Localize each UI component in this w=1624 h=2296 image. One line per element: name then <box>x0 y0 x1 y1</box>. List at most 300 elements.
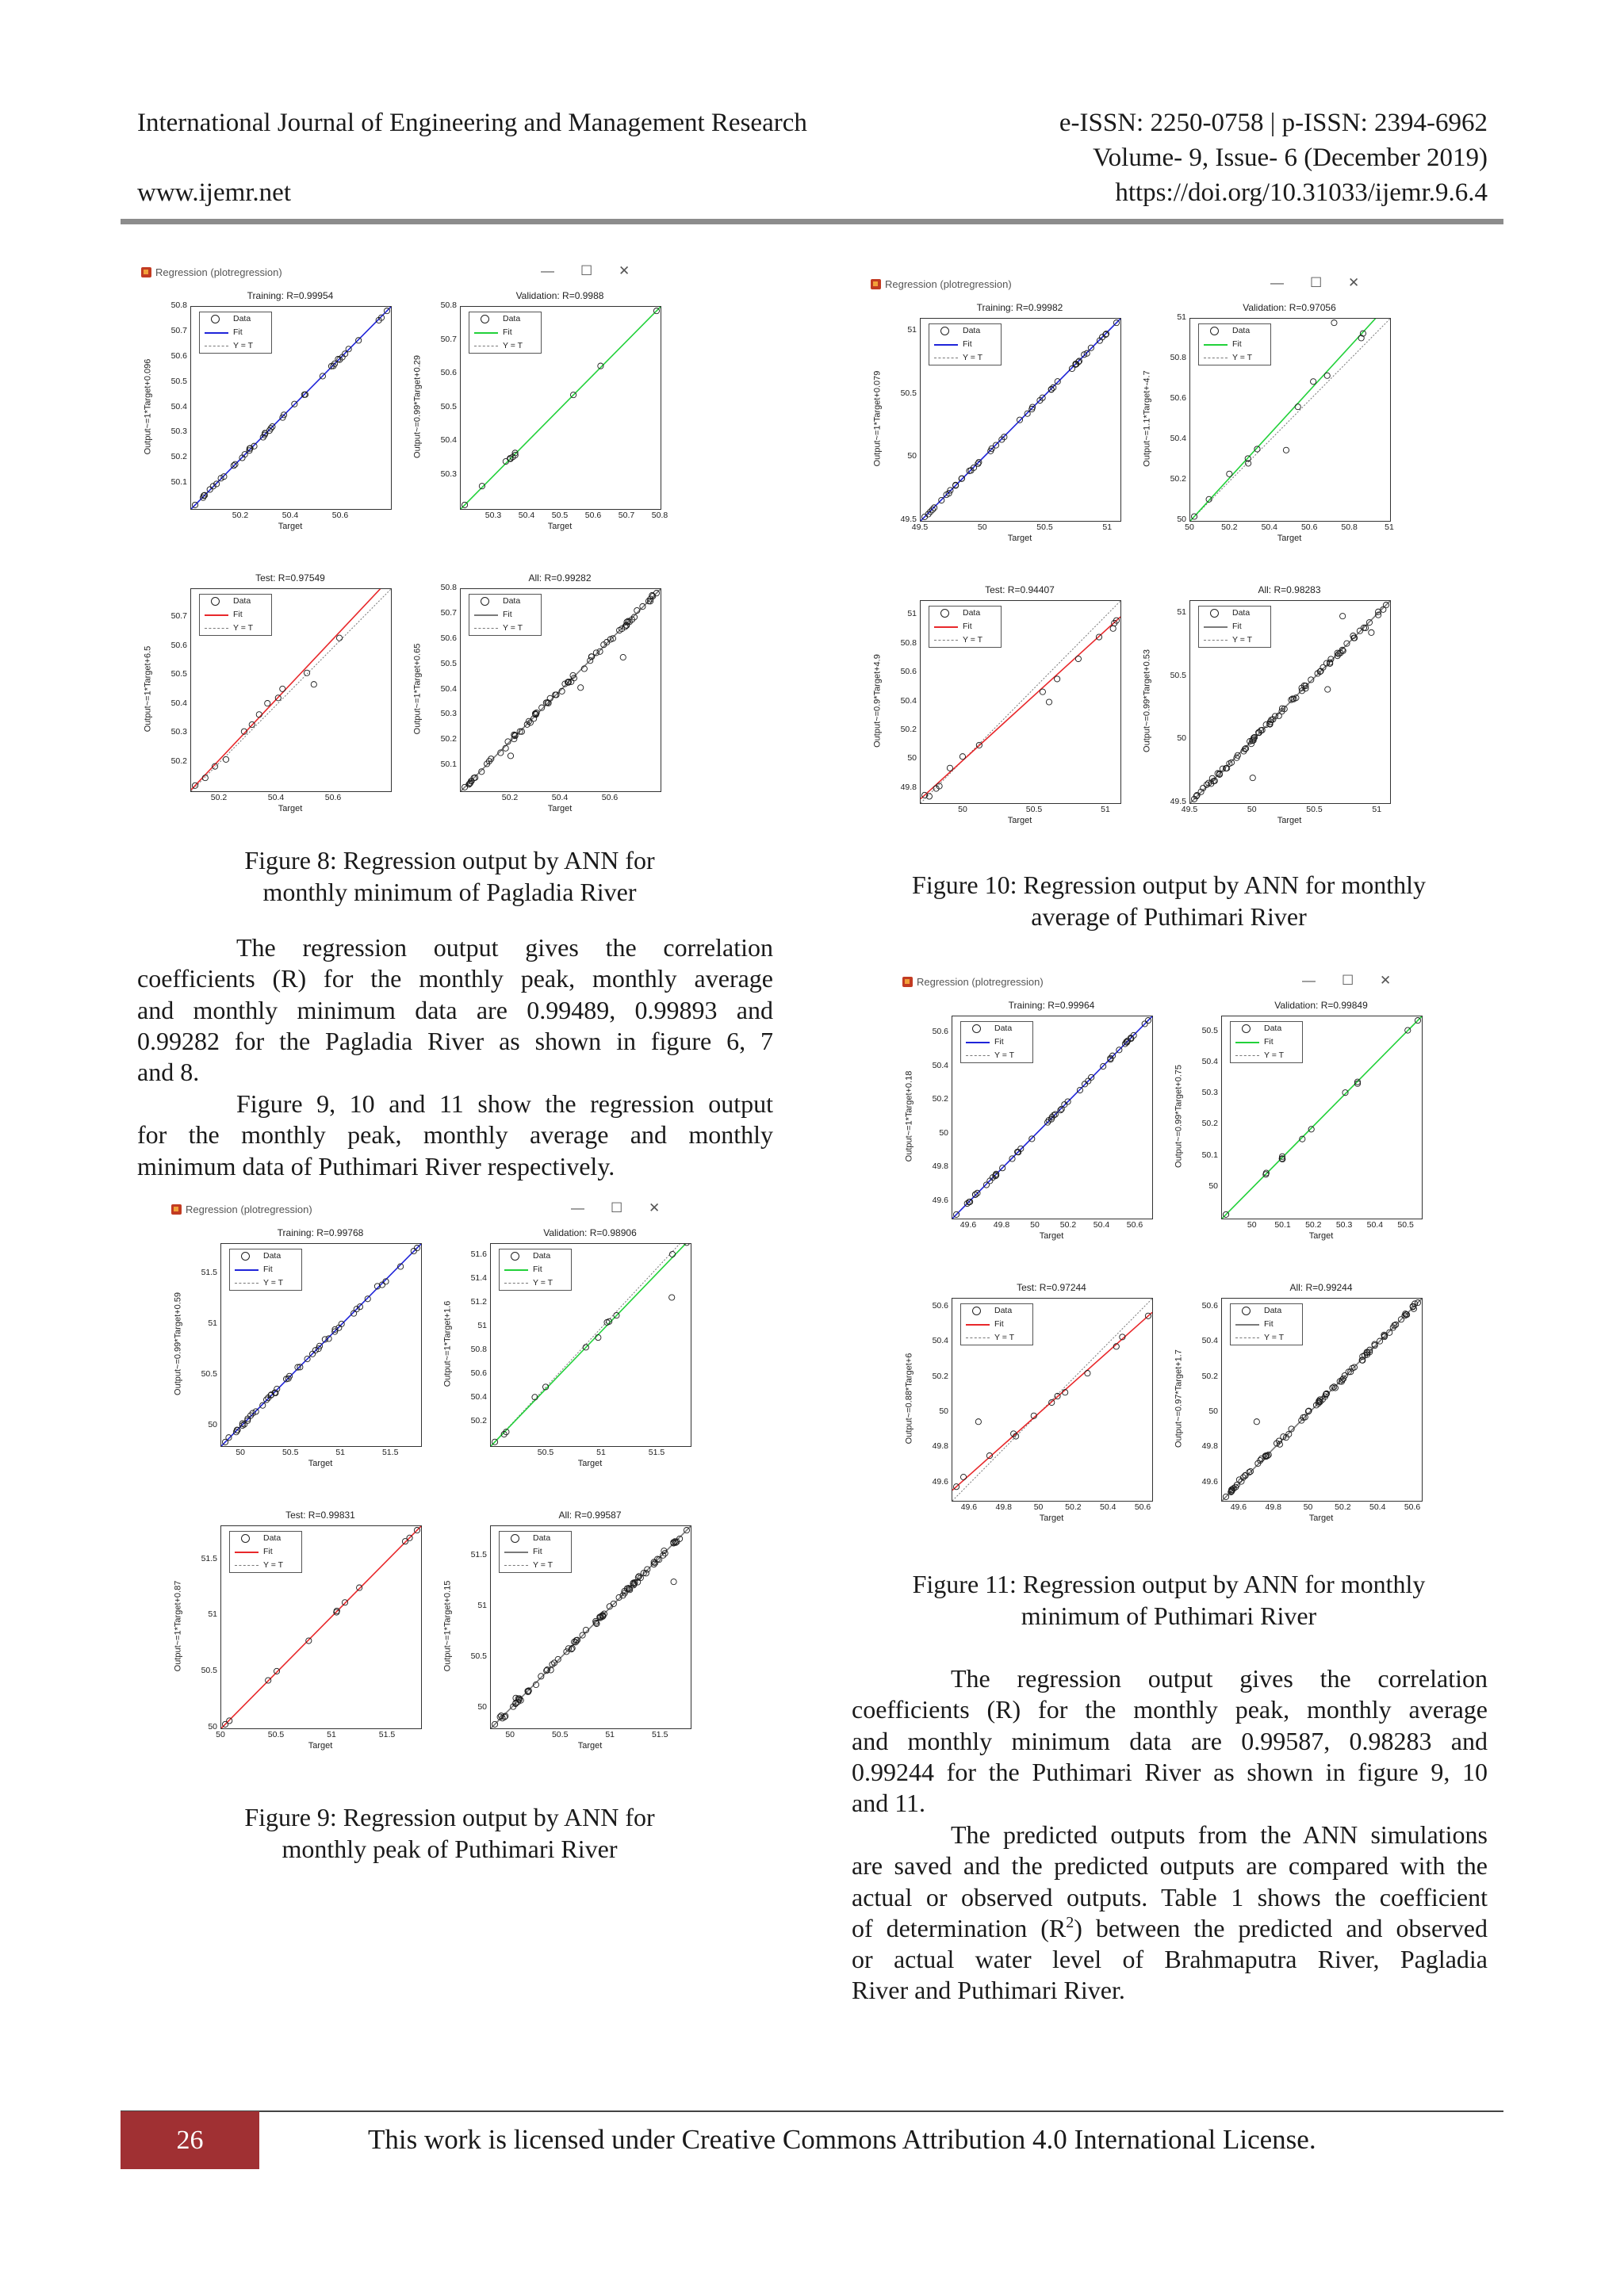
y-axis-label: Output~=1*Target+6.5 <box>143 645 152 732</box>
y-tick-label: 50.4 <box>1201 1056 1218 1066</box>
regression-panel-all <box>406 571 676 840</box>
legend-label: Fit <box>963 339 972 349</box>
identity-swatch <box>205 628 228 629</box>
legend-label: Data <box>233 596 251 606</box>
y-tick-label: 51 <box>208 1609 217 1620</box>
x-tick-label: 50.6 <box>1126 1220 1143 1230</box>
paragraph-puthimari-results: The regression output gives the correlation coefficients (R) for the monthly peak, monthly average and monthly minimum data are 0.99587, 0.98283 and 0.99244 for the Puthimari River as shown in figure 9, 10 and 11. <box>852 1664 1488 1818</box>
data-marker-icon <box>940 327 949 335</box>
y-tick-label: 51.2 <box>470 1297 487 1307</box>
x-axis-label: Target <box>1039 1513 1064 1523</box>
y-tick-label: 50.2 <box>170 756 187 766</box>
plot-legend <box>1230 1021 1303 1063</box>
y-tick-label: 50.4 <box>900 695 917 706</box>
fit-swatch <box>504 1269 528 1271</box>
regression-panel-test <box>136 571 406 840</box>
paragraph-pagladia-results: The regression output gives the correlation coefficients (R) for the monthly peak, monthly average and monthly minimum data are 0.99489, 0.99893 and 0.99282 for the Pagladia River as shown in figure 6, 7 and 8. <box>137 933 773 1087</box>
y-tick-label: 49.8 <box>900 782 917 792</box>
y-tick-label: 50.7 <box>440 607 457 618</box>
x-tick-label: 49.5 <box>911 522 929 532</box>
x-tick-label: 50.5 <box>1306 805 1323 814</box>
y-tick-label: 50.7 <box>170 611 187 622</box>
regression-panel-validation <box>436 1226 706 1495</box>
legend-label: Fit <box>233 327 243 337</box>
plot-area <box>490 1243 691 1447</box>
y-tick-label: 50.6 <box>932 1301 948 1311</box>
y-tick-label: 50.8 <box>440 300 457 310</box>
y-tick-label: 50.1 <box>170 477 187 488</box>
data-point <box>508 753 513 759</box>
figure-10-caption: Figure 10: Regression output by ANN for monthly average of Puthimari River <box>912 871 1426 931</box>
x-tick-label: 51 <box>1101 805 1110 814</box>
legend-label: Y = T <box>1232 353 1253 362</box>
legend-fit <box>1231 1035 1302 1049</box>
legend-yt <box>200 622 271 635</box>
x-tick-label: 50.5 <box>551 511 569 520</box>
y-tick-label: 50.5 <box>1201 1025 1218 1035</box>
plot-legend <box>229 1531 302 1573</box>
y-tick-label: 50.1 <box>440 760 457 770</box>
y-tick-label: 50.5 <box>470 1651 487 1661</box>
x-tick-label: 50.1 <box>1274 1220 1291 1230</box>
x-axis-label: Target <box>577 1459 603 1468</box>
x-axis-label: Target <box>1308 1513 1334 1523</box>
fit-swatch <box>474 614 498 616</box>
data-point <box>1369 629 1374 635</box>
plot-area <box>1189 318 1391 522</box>
x-tick-label: 50.6 <box>1300 522 1318 532</box>
close-icon[interactable]: ✕ <box>1348 275 1360 290</box>
close-icon[interactable]: ✕ <box>619 263 630 278</box>
plot-area <box>920 600 1121 804</box>
legend-label: Y = T <box>233 341 254 350</box>
figure-11-caption: Figure 11: Regression output by ANN for monthly minimum of Puthimari River <box>912 1570 1426 1630</box>
y-tick-label: 49.6 <box>932 1195 948 1205</box>
x-tick-label: 50.4 <box>1369 1502 1386 1512</box>
legend-label: Data <box>1232 326 1251 335</box>
window-title: Regression (plotregression) <box>917 976 1044 988</box>
y-tick-label: 50.4 <box>932 1060 948 1070</box>
y-tick-label: 50 <box>939 1406 948 1417</box>
figure-10 <box>866 274 1437 844</box>
data-point <box>669 1251 675 1257</box>
x-tick-label: 49.8 <box>1265 1502 1281 1512</box>
legend-yt <box>1199 351 1270 365</box>
data-marker-icon <box>211 315 220 323</box>
y-tick-label: 49.8 <box>932 1161 948 1172</box>
data-marker-icon <box>481 315 489 323</box>
fit-swatch <box>235 1269 259 1271</box>
data-point <box>1040 689 1045 695</box>
legend-data <box>200 595 271 608</box>
x-tick-label: 51 <box>1102 522 1113 532</box>
data-point <box>1059 1106 1064 1112</box>
matlab-logo-icon <box>902 977 913 987</box>
maximize-icon[interactable]: ☐ <box>611 1200 623 1215</box>
legend-yt <box>929 633 1001 647</box>
x-tick-label: 49.5 <box>1181 805 1198 814</box>
x-tick-label: 50.3 <box>485 511 502 520</box>
legend-data <box>1231 1304 1302 1318</box>
matlab-logo-icon <box>171 1204 182 1215</box>
legend-label: Data <box>1232 608 1251 618</box>
x-tick-label: 49.8 <box>993 1220 1010 1230</box>
data-marker-icon <box>972 1307 981 1315</box>
legend-fit <box>200 608 271 622</box>
fit-swatch <box>474 332 498 334</box>
legend-label: Y = T <box>963 353 983 362</box>
maximize-icon[interactable]: ☐ <box>1310 275 1323 290</box>
x-tick-label: 50.2 <box>1059 1220 1077 1230</box>
y-axis-label: Output~=1*Target+0.096 <box>143 358 152 454</box>
data-point <box>357 1585 362 1590</box>
plot-area <box>920 318 1121 522</box>
y-tick-label: 50 <box>208 1419 217 1429</box>
legend-label: Y = T <box>994 1333 1015 1342</box>
x-axis-label: Target <box>1039 1231 1064 1241</box>
regression-panel-training <box>167 1226 436 1495</box>
y-tick-label: 50.4 <box>932 1336 948 1346</box>
data-point <box>1227 471 1232 476</box>
identity-swatch <box>235 1565 259 1566</box>
x-tick-label: 50.3 <box>1335 1220 1353 1230</box>
data-point <box>1311 379 1316 385</box>
data-marker-icon <box>1210 609 1219 618</box>
y-tick-label: 51.5 <box>201 1553 217 1563</box>
window-titlebar <box>167 1199 737 1223</box>
x-tick-label: 51.5 <box>381 1448 399 1457</box>
footer-rule <box>121 2110 1503 2112</box>
legend-label: Data <box>1264 1306 1282 1315</box>
legend-yt <box>230 1559 301 1572</box>
x-tick-label: 49.8 <box>995 1502 1012 1512</box>
y-tick-label: 51.5 <box>201 1268 217 1278</box>
legend-yt <box>469 339 541 353</box>
data-point <box>1046 699 1051 705</box>
data-point <box>1324 373 1330 378</box>
data-point <box>620 654 626 660</box>
legend-label: Data <box>533 1533 551 1543</box>
data-marker-icon <box>241 1252 250 1261</box>
x-axis-label: Target <box>1277 816 1302 825</box>
plot-area <box>1221 1016 1423 1219</box>
data-point <box>975 1419 981 1425</box>
x-tick-label: 51 <box>1372 805 1382 814</box>
data-point <box>311 682 316 687</box>
panel-title: Validation: R=0.99849 <box>1274 1000 1368 1011</box>
legend-fit <box>469 326 541 339</box>
x-axis-label: Target <box>547 804 573 813</box>
website-link[interactable]: www.ijemr.net <box>137 178 291 207</box>
y-tick-label: 50.4 <box>170 698 187 708</box>
y-tick-label: 51 <box>1177 312 1186 322</box>
x-tick-label: 51 <box>327 1730 336 1739</box>
window-titlebar <box>866 274 1437 297</box>
data-point <box>671 1579 676 1585</box>
data-point <box>1295 404 1300 410</box>
data-point <box>336 635 342 641</box>
plot-area <box>220 1243 422 1447</box>
y-tick-label: 50.2 <box>470 1416 487 1425</box>
data-point <box>223 756 228 762</box>
legend-yt <box>1199 633 1270 647</box>
fit-swatch <box>205 332 228 334</box>
legend-fit <box>961 1318 1032 1331</box>
x-tick-label: 50 <box>216 1730 225 1739</box>
legend-data <box>469 595 541 608</box>
x-tick-label: 50.5 <box>1036 522 1053 532</box>
legend-label: Fit <box>994 1319 1004 1329</box>
data-point <box>265 700 270 706</box>
y-tick-label: 51.6 <box>470 1249 487 1259</box>
data-point <box>1308 1127 1314 1132</box>
fit-swatch <box>1204 344 1228 346</box>
legend-yt <box>1231 1049 1302 1062</box>
legend-yt <box>230 1276 301 1290</box>
plot-legend <box>469 312 542 354</box>
y-tick-label: 50.4 <box>470 1392 487 1402</box>
legend-label: Fit <box>1232 622 1242 631</box>
plot-legend <box>1198 323 1271 365</box>
x-axis-label: Target <box>308 1741 333 1751</box>
panel-title: Test: R=0.97549 <box>255 572 325 584</box>
x-axis-label: Target <box>308 1459 333 1468</box>
legend-label: Y = T <box>233 623 254 633</box>
y-tick-label: 50 <box>1208 1181 1218 1191</box>
plot-legend <box>199 312 272 354</box>
plot-area <box>490 1525 691 1729</box>
legend-data <box>929 607 1001 620</box>
fit-swatch <box>235 1552 259 1553</box>
y-tick-label: 50.3 <box>1201 1088 1218 1098</box>
y-tick-label: 50.6 <box>900 667 917 677</box>
x-tick-label: 50.4 <box>1093 1220 1110 1230</box>
y-tick-label: 49.6 <box>932 1476 948 1487</box>
page-number: 26 <box>121 2111 259 2169</box>
regression-panel-test <box>167 1508 436 1777</box>
fit-swatch <box>966 1324 990 1326</box>
y-axis-label: Output~=1.1*Target+-4.7 <box>1142 369 1151 467</box>
x-tick-label: 50.4 <box>518 511 535 520</box>
legend-label: Y = T <box>994 1050 1015 1060</box>
legend-label: Data <box>263 1533 282 1543</box>
data-point <box>202 775 208 781</box>
plot-legend <box>960 1021 1033 1063</box>
x-axis-label: Target <box>278 804 303 813</box>
window-title: Regression (plotregression) <box>885 278 1012 290</box>
volume-issue: Volume- 9, Issue- 6 (December 2019) <box>1093 144 1488 172</box>
y-axis-label: Output~=0.99*Target+0.59 <box>173 1292 182 1395</box>
y-tick-label: 50.5 <box>170 669 187 679</box>
plot-area <box>1221 1298 1423 1502</box>
fit-swatch <box>1204 626 1228 628</box>
fit-swatch <box>1235 1324 1259 1326</box>
close-icon[interactable]: ✕ <box>1380 973 1392 988</box>
y-tick-label: 50.8 <box>470 1345 487 1354</box>
minimize-icon[interactable]: — <box>1302 973 1316 988</box>
plot-legend <box>1230 1303 1303 1345</box>
paragraph-puthimari-intro: Figure 9, 10 and 11 show the regression output for the monthly peak, monthly average and monthly minimum data of Puthimari River respectively. <box>137 1089 773 1181</box>
legend-label: Y = T <box>263 1278 284 1288</box>
legend-label: Y = T <box>1264 1333 1285 1342</box>
panel-title: All: R=0.99244 <box>1289 1282 1353 1293</box>
plot-area <box>1189 600 1391 804</box>
regression-panel-all <box>1136 583 1405 852</box>
x-tick-label: 51 <box>1385 522 1394 532</box>
plot-legend <box>960 1303 1033 1345</box>
y-tick-label: 51 <box>907 609 917 619</box>
y-tick-label: 50.6 <box>170 350 187 361</box>
y-axis-label: Output~=0.99*Target+0.53 <box>1142 649 1151 752</box>
y-tick-label: 50.5 <box>170 376 187 386</box>
y-tick-label: 51 <box>907 324 917 335</box>
y-tick-label: 50.6 <box>440 368 457 377</box>
y-tick-label: 51.5 <box>470 1550 487 1560</box>
legend-yt <box>500 1559 571 1572</box>
legend-label: Data <box>503 596 521 606</box>
panel-title: All: R=0.99282 <box>528 572 592 584</box>
legend-label: Y = T <box>1232 635 1253 645</box>
maximize-icon[interactable]: ☐ <box>1342 973 1354 988</box>
y-tick-label: 50.3 <box>440 709 457 719</box>
y-tick-label: 50.5 <box>440 658 457 668</box>
header-rule <box>121 219 1503 224</box>
figure-9-caption: Figure 9: Regression output by ANN for monthly peak of Puthimari River <box>244 1803 655 1863</box>
data-marker-icon <box>1242 1307 1251 1315</box>
x-tick-label: 50.2 <box>1335 1502 1351 1512</box>
plot-area <box>460 588 661 792</box>
x-tick-label: 51.5 <box>378 1730 396 1739</box>
paragraph-predicted-outputs: The predicted outputs from the ANN simulations are saved and the predicted outputs are compared with the actual or observed outputs. Table 1 shows the coefficient of determination $(R^2)$ between the predicted and observed or actual water level of Brahmaputra River, Pagladia River and Puthimari River. <box>852 1820 1488 2005</box>
x-axis-label: Target <box>1007 534 1032 543</box>
y-tick-label: 50.5 <box>201 1666 217 1676</box>
fit-swatch <box>966 1042 990 1043</box>
y-tick-label: 50 <box>477 1701 487 1712</box>
maximize-icon[interactable]: ☐ <box>580 263 593 278</box>
y-tick-label: 50.4 <box>440 435 457 445</box>
figure-8-caption: Figure 8: Regression output by ANN for monthly minimum of Pagladia River <box>244 846 655 906</box>
panel-title: Test: R=0.99831 <box>285 1510 355 1521</box>
y-axis-label: Output~=1*Target+0.15 <box>442 1580 452 1671</box>
close-icon[interactable]: ✕ <box>649 1200 661 1215</box>
x-tick-label: 49.6 <box>959 1220 977 1230</box>
legend-fit <box>200 326 271 339</box>
data-point <box>1075 656 1081 661</box>
x-tick-label: 51.5 <box>648 1448 665 1457</box>
data-point <box>365 1296 370 1302</box>
legend-label: Fit <box>533 1547 542 1556</box>
x-tick-label: 50.7 <box>618 511 635 520</box>
legend-fit <box>500 1545 571 1559</box>
y-tick-label: 50.2 <box>932 1094 948 1104</box>
x-tick-label: 50 <box>236 1448 246 1457</box>
data-marker-icon <box>211 597 220 606</box>
plot-legend <box>469 594 542 636</box>
legend-fit <box>1231 1318 1302 1331</box>
legend-data <box>230 1249 301 1263</box>
y-tick-label: 50.6 <box>440 633 457 643</box>
y-tick-label: 50.2 <box>932 1371 948 1381</box>
y-tick-label: 50.6 <box>470 1368 487 1378</box>
data-point <box>1359 1357 1365 1363</box>
journal-name: International Journal of Engineering and Management Research <box>137 109 807 137</box>
data-point <box>1055 676 1060 682</box>
y-axis-label: Output~=1*Target+1.6 <box>442 1300 452 1387</box>
y-tick-label: 49.6 <box>1201 1476 1218 1487</box>
y-tick-label: 50.2 <box>440 734 457 744</box>
window-title: Regression (plotregression) <box>186 1203 312 1215</box>
minimize-icon[interactable]: — <box>541 263 554 278</box>
x-tick-label: 51.5 <box>651 1730 668 1739</box>
x-tick-label: 50.5 <box>1025 805 1043 814</box>
identity-swatch <box>1235 1055 1259 1056</box>
x-tick-label: 50 <box>1303 1502 1313 1512</box>
data-point <box>1110 626 1116 631</box>
x-tick-label: 49.6 <box>1230 1502 1247 1512</box>
legend-yt <box>961 1049 1032 1062</box>
y-tick-label: 50.8 <box>1170 353 1186 362</box>
x-tick-label: 51 <box>335 1448 346 1457</box>
x-tick-label: 51 <box>596 1448 606 1457</box>
panel-title: Validation: R=0.97056 <box>1243 302 1336 313</box>
x-tick-label: 50.6 <box>601 793 619 802</box>
panel-title: All: R=0.99587 <box>558 1510 622 1521</box>
identity-swatch <box>235 1283 259 1284</box>
y-tick-label: 50 <box>907 753 917 763</box>
legend-label: Data <box>533 1251 551 1261</box>
x-axis-label: Target <box>1007 816 1032 825</box>
data-marker-icon <box>1210 327 1219 335</box>
x-tick-label: 50.8 <box>651 511 668 520</box>
y-tick-label: 50.2 <box>1201 1119 1218 1129</box>
y-tick-label: 50.2 <box>170 452 187 462</box>
y-tick-label: 50.4 <box>1201 1336 1218 1346</box>
matlab-logo-icon <box>141 267 151 277</box>
panel-title: Training: R=0.99964 <box>1008 1000 1095 1011</box>
x-tick-label: 50.2 <box>210 793 228 802</box>
minimize-icon[interactable]: — <box>571 1200 584 1215</box>
legend-fit <box>230 1263 301 1276</box>
legend-label: Fit <box>1264 1037 1274 1047</box>
legend-data <box>200 312 271 326</box>
plot-area <box>952 1016 1153 1219</box>
legend-yt <box>200 339 271 353</box>
panel-title: All: R=0.98283 <box>1258 584 1321 595</box>
y-tick-label: 49.5 <box>1170 797 1186 806</box>
legend-label: Data <box>233 314 251 323</box>
legend-yt <box>929 351 1001 365</box>
y-tick-label: 50.7 <box>170 325 187 335</box>
y-tick-label: 49.5 <box>900 515 917 524</box>
legend-fit <box>500 1263 571 1276</box>
legend-label: Y = T <box>963 635 983 645</box>
minimize-icon[interactable]: — <box>1270 275 1284 290</box>
y-tick-label: 50.8 <box>440 583 457 592</box>
doi-link[interactable]: https://doi.org/10.31033/ijemr.9.6.4 <box>1115 178 1488 207</box>
x-tick-label: 50.2 <box>1221 522 1238 532</box>
fit-swatch <box>504 1552 528 1553</box>
y-tick-label: 50.5 <box>900 388 917 398</box>
legend-fit <box>929 620 1001 633</box>
y-tick-label: 50.3 <box>170 427 187 437</box>
x-tick-label: 50 <box>1247 805 1257 814</box>
legend-label: Y = T <box>263 1560 284 1570</box>
figure-11 <box>898 971 1469 1550</box>
data-point <box>304 670 309 675</box>
x-tick-label: 50.2 <box>232 511 249 520</box>
y-tick-label: 49.8 <box>932 1441 948 1452</box>
identity-swatch <box>1204 640 1228 641</box>
